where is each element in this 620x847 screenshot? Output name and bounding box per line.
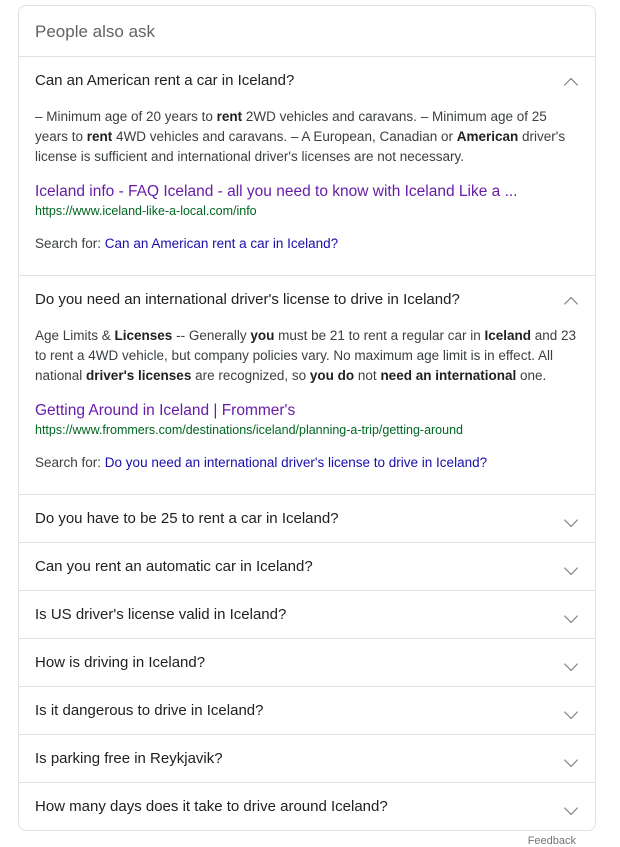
paa-snippet: Age Limits & Licenses -- Generally you must be 21 to rent a regular car in Iceland and 23 to rent a 4WD vehicle, but company policies vary. No maximum age limit is in effect. All national driver's licenses are recognized, so you do not need an international one. <box>35 328 577 383</box>
paa-item <box>19 735 595 783</box>
paa-question-text: Can an American rent a car in Iceland? <box>35 72 295 89</box>
paa-question-row[interactable] <box>19 639 595 686</box>
chevron-down-icon[interactable] <box>565 608 579 622</box>
paa-item <box>19 495 595 543</box>
paa-question-text: Is it dangerous to drive in Iceland? <box>35 702 264 719</box>
paa-item <box>19 543 595 591</box>
paa-question-text: How is driving in Iceland? <box>35 654 206 671</box>
chevron-up-icon[interactable] <box>565 293 579 307</box>
paa-search-for-link[interactable]: Can an American rent a car in Iceland? <box>104 236 339 251</box>
chevron-down-icon[interactable] <box>565 704 579 718</box>
paa-search-for-label: Search for: <box>35 455 102 470</box>
paa-snippet: – Minimum age of 20 years to rent 2WD vehicles and caravans. – Minimum age of 25 years to rent 4WD vehicles and caravans. – A European, Canadian or American driver's license is sufficient and international driver's licenses are not necessary. <box>35 109 566 164</box>
paa-question-text: Do you need an international driver's license to drive in Iceland? <box>35 291 460 308</box>
paa-search-for-link[interactable]: Do you need an international driver's license to drive in Iceland? <box>104 455 488 470</box>
paa-search-for <box>35 234 579 269</box>
paa-answer <box>19 104 595 275</box>
paa-result-url: https://www.frommers.com/destinations/iceland/planning-a-trip/getting-around <box>35 423 463 437</box>
paa-question-row[interactable] <box>19 543 595 590</box>
paa-question-row[interactable] <box>19 783 595 830</box>
chevron-up-icon[interactable] <box>565 74 579 88</box>
paa-item <box>19 783 595 830</box>
people-also-ask-title: People also ask <box>19 6 595 57</box>
paa-search-for-label: Search for: <box>35 236 102 251</box>
paa-question-text: Can you rent an automatic car in Iceland? <box>35 558 313 575</box>
paa-question-row[interactable] <box>19 495 595 542</box>
paa-question-row[interactable] <box>19 591 595 638</box>
paa-result-title-link[interactable]: Iceland info - FAQ Iceland - all you need to know with Iceland Like a ... <box>35 183 518 200</box>
paa-item <box>19 591 595 639</box>
chevron-down-icon[interactable] <box>565 752 579 766</box>
paa-question-text: Do you have to be 25 to rent a car in Iceland? <box>35 510 339 527</box>
paa-question-text: How many days does it take to drive around Iceland? <box>35 798 388 815</box>
paa-item <box>19 639 595 687</box>
chevron-down-icon[interactable] <box>565 656 579 670</box>
paa-result-title-link[interactable]: Getting Around in Iceland | Frommer's <box>35 402 296 419</box>
paa-result-url: https://www.iceland-like-a-local.com/info <box>35 204 257 218</box>
paa-question-row[interactable] <box>19 687 595 734</box>
paa-question-text: Is parking free in Reykjavik? <box>35 750 223 767</box>
paa-item <box>19 57 595 276</box>
paa-item <box>19 687 595 735</box>
paa-question-row[interactable] <box>19 735 595 782</box>
chevron-down-icon[interactable] <box>565 512 579 526</box>
chevron-down-icon[interactable] <box>565 560 579 574</box>
paa-question-row[interactable] <box>19 57 595 104</box>
paa-answer <box>19 323 595 494</box>
chevron-down-icon[interactable] <box>565 800 579 814</box>
paa-question-text: Is US driver's license valid in Iceland? <box>35 606 287 623</box>
feedback-link[interactable]: Feedback <box>527 835 576 847</box>
people-also-ask-box <box>18 5 596 831</box>
paa-search-for <box>35 453 579 488</box>
paa-question-row[interactable] <box>19 276 595 323</box>
paa-item <box>19 276 595 495</box>
